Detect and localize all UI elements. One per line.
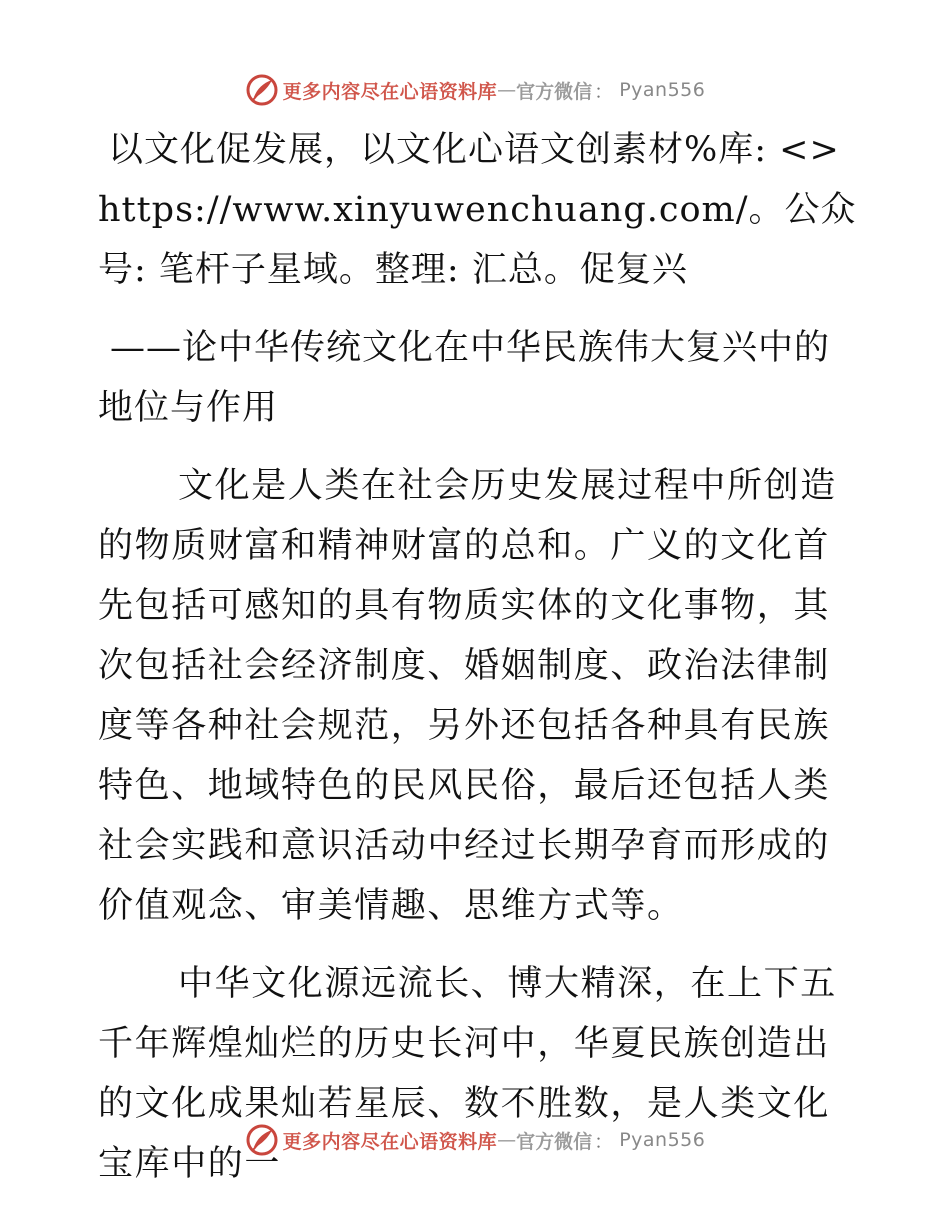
body-paragraph-1: 文化是人类在社会历史发展过程中所创造的物质财富和精神财富的总和。广义的文化首先包括可感知的具有物质实体的文化事物，其次包括社会经济制度、婚姻制度、政治法律制度等各种社会规范，另外还包括各种具有民族特色、地域特色的民风民俗，最后还包括人类社会实践和意识活动中经过长期孕育而形成的价值观念、审美情趣、思维方式等。	[98, 466, 837, 926]
banner-brand-text: 更多内容尽在心语资料库	[282, 1130, 498, 1153]
banner-wechat-id: Pyan556	[619, 1129, 706, 1151]
banner-dash: —	[497, 79, 517, 101]
header-watermark-banner	[0, 70, 950, 110]
banner-separator: ：	[594, 1130, 614, 1153]
feather-quill-logo-icon	[245, 73, 279, 107]
banner-wechat-id: Pyan556	[619, 79, 706, 101]
banner-dash: —	[497, 1129, 517, 1151]
banner-separator: ：	[594, 80, 614, 103]
banner-wechat-label: 官方微信	[516, 1130, 593, 1153]
footer-watermark-banner	[0, 1120, 950, 1160]
intro-paragraph: 以文化促发展，以文化心语文创素材%库: <>https://www.xinyuwenchuang.com/。公众号: 笔杆子星域。整理: 汇总。促复兴	[98, 130, 857, 290]
feather-quill-logo-icon	[245, 1123, 279, 1157]
document-subtitle: ——论中华传统文化在中华民族伟大复兴中的地位与作用	[98, 328, 831, 428]
body-paragraph-2: 中华文化源远流长、博大精深，在上下五千年辉煌灿烂的历史长河中，华夏民族创造出的文化成果灿若星辰、数不胜数，是人类文化宝库中的一	[98, 964, 837, 1184]
banner-wechat-label: 官方微信	[516, 80, 593, 103]
document-content	[98, 120, 858, 1194]
banner-brand-text: 更多内容尽在心语资料库	[282, 80, 498, 103]
